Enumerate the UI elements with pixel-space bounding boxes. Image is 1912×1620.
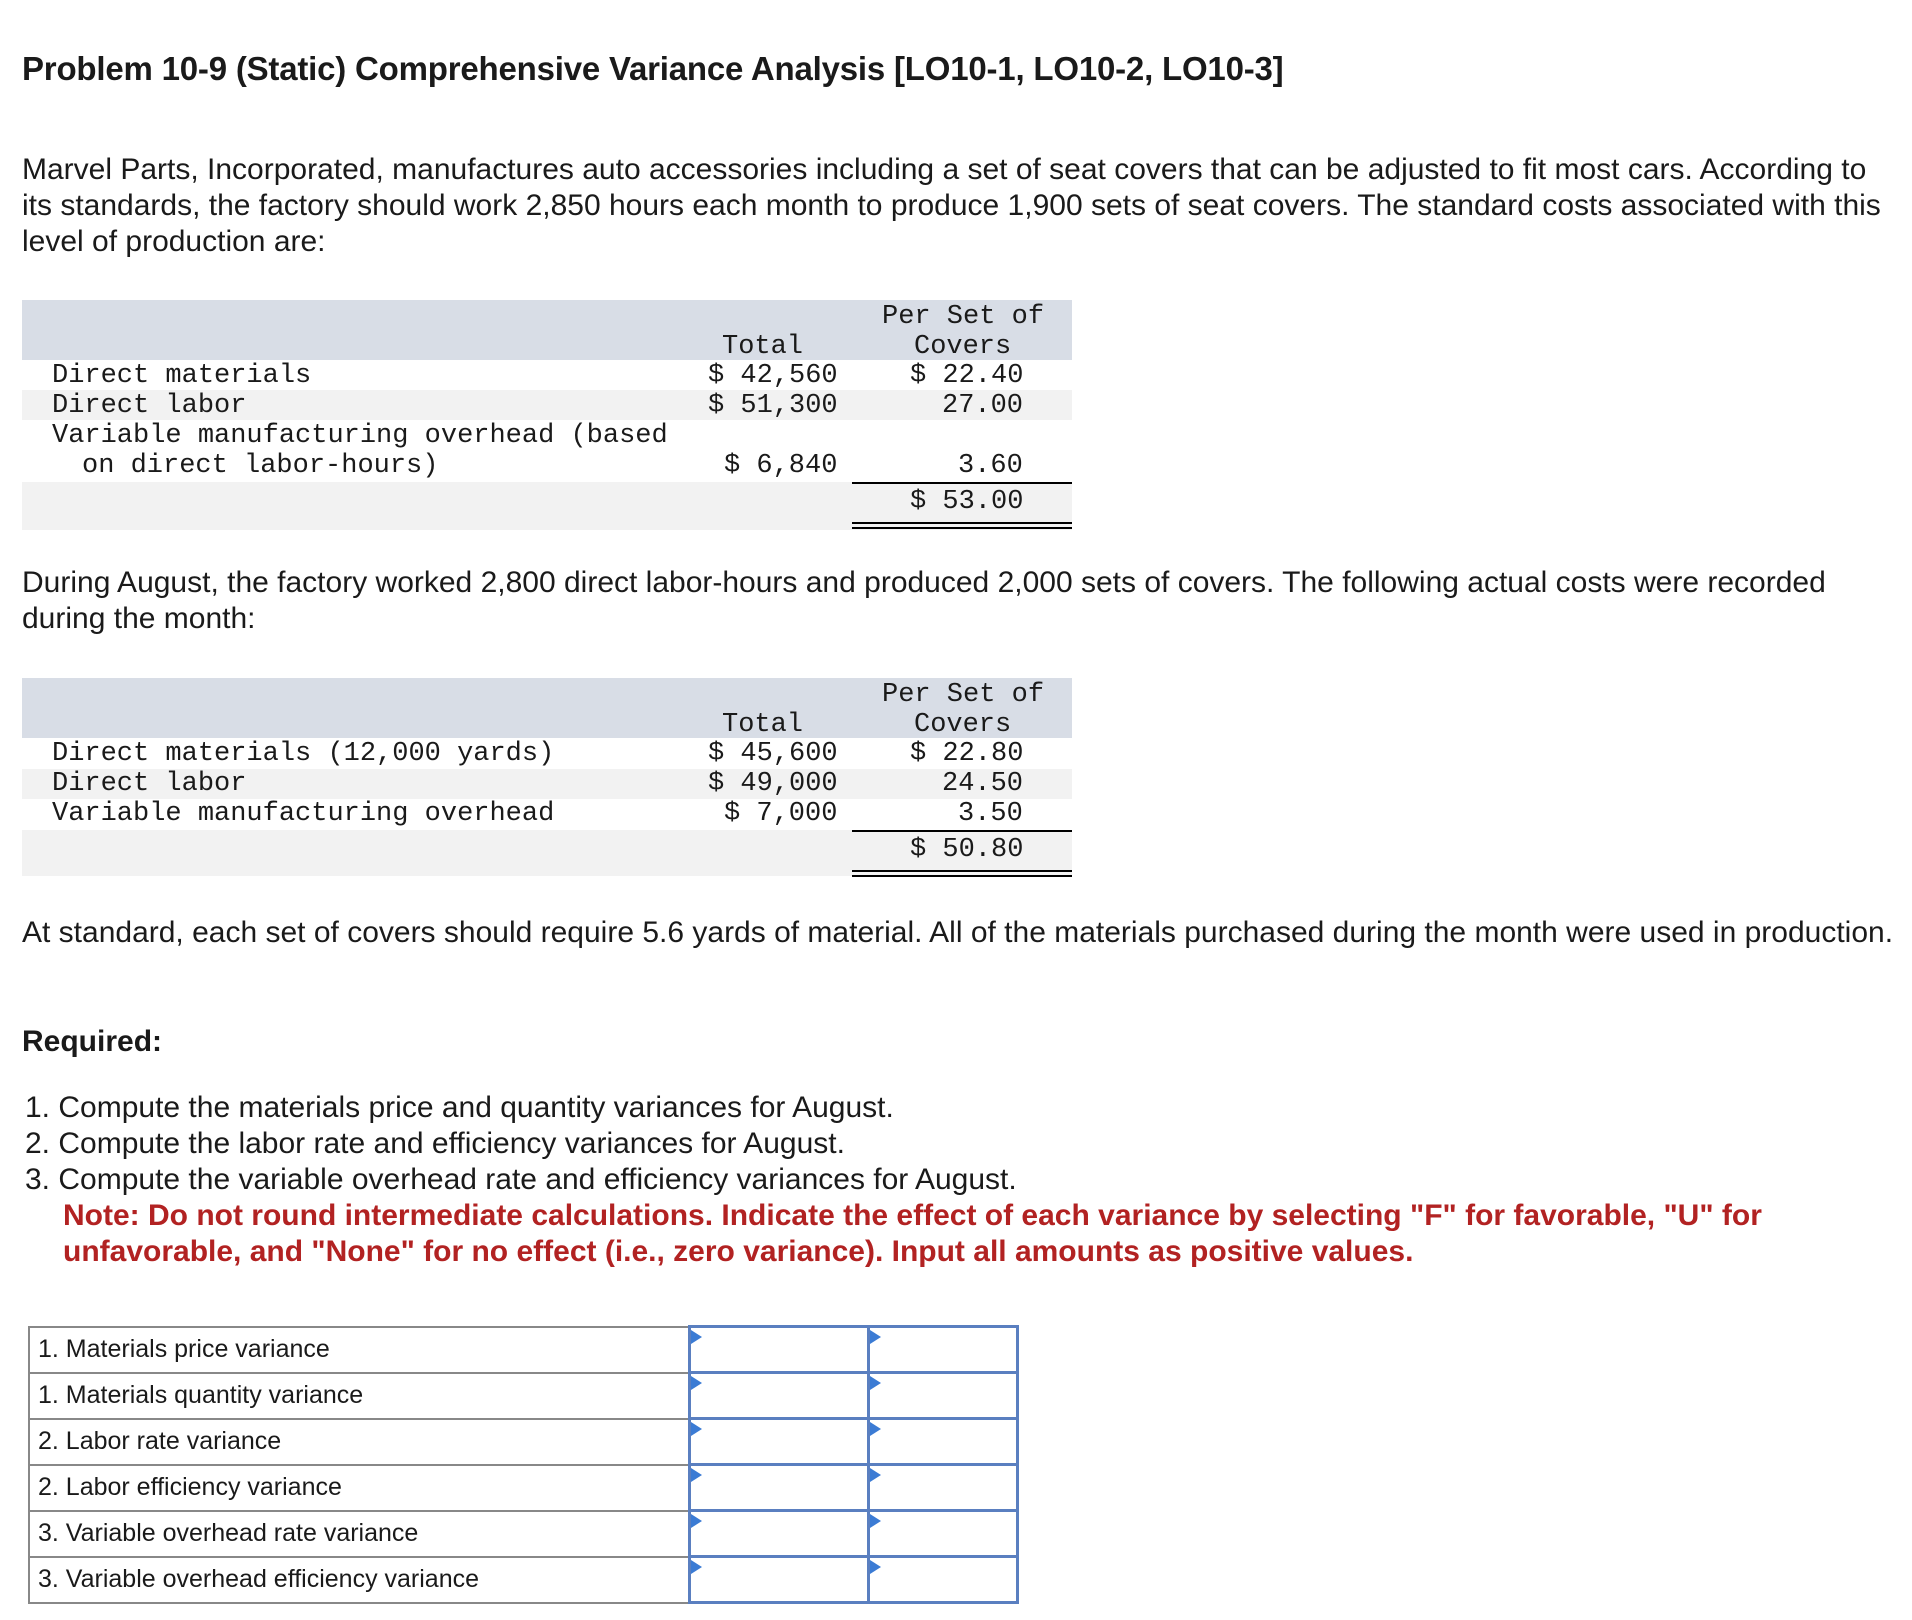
amount-input[interactable]: [690, 1419, 869, 1465]
col-header-per-set: Per Set of: [882, 302, 1045, 332]
table-row: [29, 1373, 1018, 1419]
input-marker-icon: [691, 1560, 702, 1574]
variance-label: 1. Materials price variance: [29, 1327, 690, 1373]
col-header-total: Total: [722, 332, 804, 362]
variance-label: 3. Variable overhead rate variance: [29, 1511, 690, 1557]
table-row: [29, 1465, 1018, 1511]
amount-input[interactable]: [690, 1327, 869, 1373]
requirements-list: [25, 1090, 1843, 1270]
standard-note-paragraph: At standard, each set of covers should require 5.6 yards of material. All of the materials purchased during the month were used in production.: [22, 916, 1894, 949]
answer-table: [28, 1325, 1019, 1604]
input-marker-icon: [691, 1514, 702, 1528]
input-marker-icon: [691, 1468, 702, 1482]
input-marker-icon: [870, 1422, 881, 1436]
variance-label: 2. Labor efficiency variance: [29, 1465, 690, 1511]
row-per-set: $ 22.80: [910, 739, 1024, 769]
input-marker-icon: [691, 1330, 702, 1344]
subtotal-rule: [852, 830, 1072, 832]
row-total: $ 7,000: [724, 799, 838, 829]
intro-paragraph: Marvel Parts, Incorporated, manufactures auto accessories including a set of seat covers that can be adjusted to fit most cars. According to its standards, the factory should work 2,850 hours each month to produce 1,900 sets of seat covers. The standard costs associated with this level of production are:: [22, 153, 1881, 258]
per-set-total: $ 50.80: [910, 835, 1024, 865]
row-label: on direct labor-hours): [82, 451, 439, 481]
actual-intro-paragraph: During August, the factory worked 2,800 direct labor-hours and produced 2,000 sets of covers. The following actual costs were recorded during the month:: [22, 566, 1826, 635]
amount-input[interactable]: [690, 1465, 869, 1511]
amount-input[interactable]: [690, 1511, 869, 1557]
effect-select[interactable]: [869, 1465, 1018, 1511]
effect-select[interactable]: [869, 1327, 1018, 1373]
effect-select[interactable]: [869, 1557, 1018, 1603]
amount-input[interactable]: [690, 1373, 869, 1419]
requirement-item: 2. Compute the labor rate and efficiency variances for August.: [25, 1127, 845, 1160]
actual-cost-table: [22, 678, 1072, 878]
page-title: Problem 10-9 (Static) Comprehensive Variance Analysis [LO10-1, LO10-2, LO10-3]: [22, 50, 1284, 87]
row-label: Variable manufacturing overhead: [52, 799, 555, 829]
row-per-set: 3.50: [958, 799, 1023, 829]
input-marker-icon: [691, 1376, 702, 1390]
row-total: $ 45,600: [708, 739, 838, 769]
effect-select[interactable]: [869, 1373, 1018, 1419]
double-rule: [852, 522, 1072, 529]
col-header-per-set: Covers: [914, 710, 1012, 740]
row-total: $ 42,560: [708, 361, 838, 391]
col-header-per-set: Per Set of: [882, 680, 1045, 710]
effect-select[interactable]: [869, 1511, 1018, 1557]
standard-cost-table: [22, 300, 1072, 530]
row-label: Direct labor: [52, 769, 247, 799]
row-per-set: 24.50: [942, 769, 1024, 799]
row-total: $ 49,000: [708, 769, 838, 799]
row-per-set: $ 22.40: [910, 361, 1024, 391]
table-row: [29, 1557, 1018, 1603]
row-total: $ 6,840: [724, 451, 838, 481]
row-label: Direct labor: [52, 391, 247, 421]
table-row: [29, 1511, 1018, 1557]
requirement-item: 1. Compute the materials price and quantity variances for August.: [25, 1091, 894, 1124]
input-marker-icon: [870, 1468, 881, 1482]
col-header-total: Total: [722, 710, 804, 740]
input-marker-icon: [870, 1330, 881, 1344]
input-marker-icon: [870, 1560, 881, 1574]
required-heading: Required:: [22, 1025, 163, 1058]
row-label: Direct materials (12,000 yards): [52, 739, 555, 769]
variance-label: 1. Materials quantity variance: [29, 1373, 690, 1419]
row-label: Direct materials: [52, 361, 312, 391]
double-rule: [852, 870, 1072, 877]
table-row: [29, 1419, 1018, 1465]
input-marker-icon: [870, 1376, 881, 1390]
table-row: [29, 1327, 1018, 1373]
row-per-set: 3.60: [958, 451, 1023, 481]
variance-label: 2. Labor rate variance: [29, 1419, 690, 1465]
instruction-note: Note: Do not round intermediate calculations. Indicate the effect of each variance by selecting "F" for favorable, "U" for unfavorable, and "None" for no effect (i.e., zero variance). Input all amounts as positive values.: [63, 1199, 1762, 1268]
row-total: $ 51,300: [708, 391, 838, 421]
row-per-set: 27.00: [942, 391, 1024, 421]
amount-input[interactable]: [690, 1557, 869, 1603]
per-set-total: $ 53.00: [910, 487, 1024, 517]
row-label: Variable manufacturing overhead (based: [52, 421, 668, 451]
variance-label: 3. Variable overhead efficiency variance: [29, 1557, 690, 1603]
col-header-per-set: Covers: [914, 332, 1012, 362]
input-marker-icon: [691, 1422, 702, 1436]
input-marker-icon: [870, 1514, 881, 1528]
subtotal-rule: [852, 482, 1072, 484]
effect-select[interactable]: [869, 1419, 1018, 1465]
requirement-item: 3. Compute the variable overhead rate and efficiency variances for August.: [25, 1163, 1017, 1196]
